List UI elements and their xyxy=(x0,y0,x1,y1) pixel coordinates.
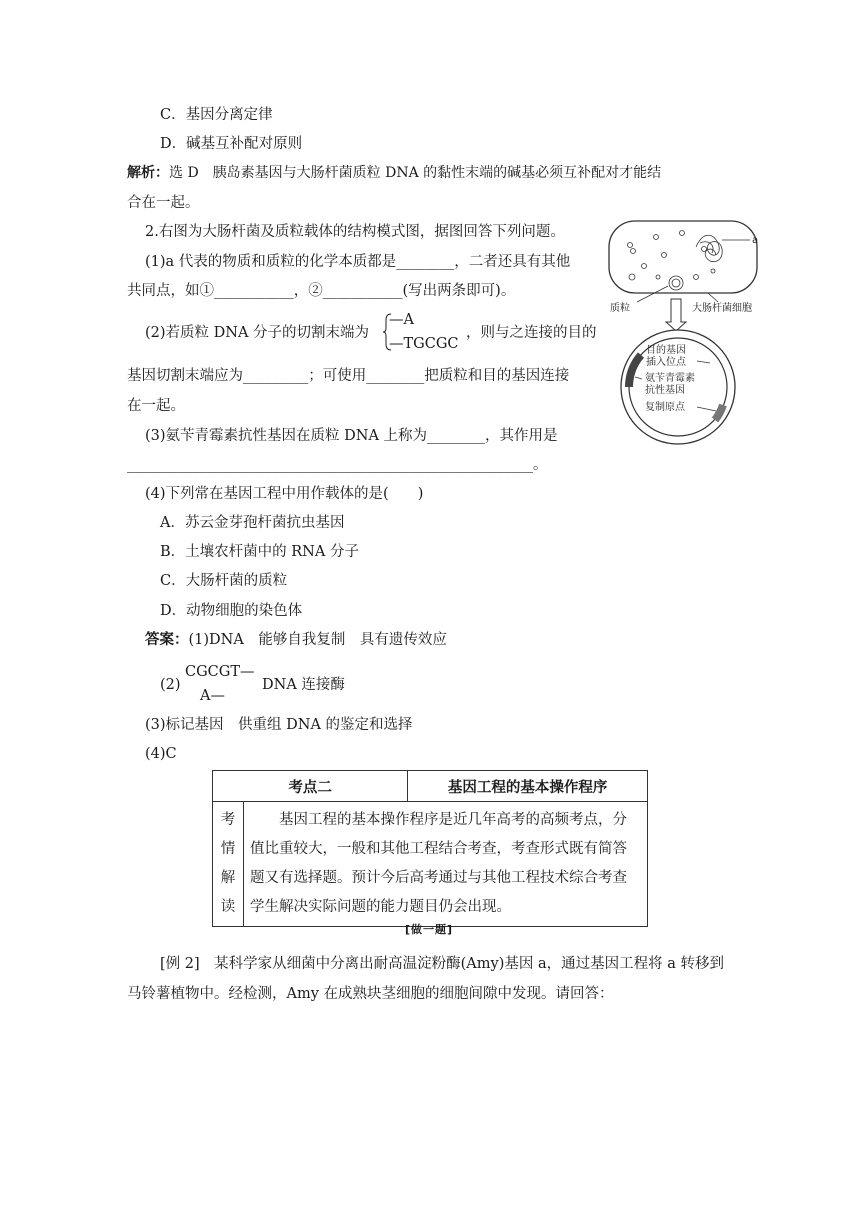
kaodian-title: 考点二 xyxy=(213,771,408,802)
kaodian-text: 基因工程的基本操作程序是近几年高考的高频考点，分值比重较大，一般和其他工程结合考查，考查形式既有简答题又有选择题。预计今后高考通过与其他工程技术综合考查学生解决实际问题的能力题目仍会出现。 xyxy=(250,812,627,915)
answer-2-ligase: DNA 连接酶 xyxy=(262,677,345,693)
kaodian-description xyxy=(244,802,648,927)
enlarge-arrow xyxy=(666,299,686,331)
kaodian-table xyxy=(212,770,648,927)
ecoli-plasmid-figure xyxy=(608,219,768,449)
sticky-end-bottom: —TGCGC xyxy=(389,336,459,352)
q2-option-c: C．大肠杆菌的质粒 xyxy=(160,573,288,589)
kaodian-topic: 基因工程的基本操作程序 xyxy=(408,771,648,802)
label-ori: 复制原点 xyxy=(645,402,685,413)
answer-label: 答案： xyxy=(145,631,189,648)
answer-3: (3)标记基因 供重组 DNA 的鉴定和选择 xyxy=(145,717,413,733)
q2-option-b: B．土壤农杆菌中的 RNA 分子 xyxy=(160,544,359,560)
example2-line2: 马铃薯植物中。经检测，Amy 在成熟块茎细胞的细胞间隙中发现。请回答： xyxy=(127,986,614,1002)
answer-4: (4)C xyxy=(145,746,177,762)
q2-part3-line1: (3)氨苄青霉素抗性基因在质粒 DNA 上称为________，其作用是 xyxy=(145,428,558,444)
cell-pointer xyxy=(708,293,718,302)
q2-part4: (4)下列常在基因工程中用作载体的是( ) xyxy=(145,486,424,502)
q2-part2-line1: (2)若质粒 DNA 分子的切割末端为 xyxy=(145,325,370,341)
side-char: 情 xyxy=(220,841,236,857)
q2-option-d: D．动物细胞的染色体 xyxy=(160,603,303,619)
q2-part2-line3: 在一起。 xyxy=(127,398,185,414)
q2-option-a: A．苏云金芽孢杆菌抗虫基因 xyxy=(160,515,345,531)
side-char: 读 xyxy=(220,899,236,915)
label-ecoli: 大肠杆菌细胞 xyxy=(692,303,752,314)
q2-part1-line2: 共同点，如①___________，②___________(写出两条即可)。 xyxy=(127,283,516,299)
kaodian-side-label xyxy=(213,802,244,927)
label-site-1: 目的基因 xyxy=(646,345,686,356)
label-a: a xyxy=(752,235,759,246)
label-amp-1: 氨苄青霉素 xyxy=(645,373,695,384)
q2-part3-line2: ________________________________________________________。 xyxy=(127,457,548,473)
q2-part2-post: ，则与之连接的目的 xyxy=(466,325,597,341)
answer-2-number: (2) xyxy=(160,677,181,693)
question-2-intro: 2.右图为大肠杆菌及质粒载体的结构模式图，据图回答下列问题。 xyxy=(145,224,565,240)
option-d: D．碱基互补配对原则 xyxy=(160,136,303,152)
option-c: C．基因分离定律 xyxy=(160,107,273,123)
label-amp-2: 抗性基因 xyxy=(645,385,685,396)
example2-line1: [例 2] 某科学家从细菌中分离出耐高温淀粉酶(Amy)基因 a，通过基因工程将 a 转移到 xyxy=(160,956,724,972)
analysis-line-2: 合在一起。 xyxy=(127,195,200,211)
label-plasmid: 质粒 xyxy=(610,303,630,314)
section-title: [做一题] xyxy=(405,923,454,936)
q2-part2-line2: 基因切割末端应为_________；可使用________把质粒和目的基因连接 xyxy=(127,368,570,384)
analysis-text: 选 D 胰岛素基因与大肠杆菌质粒 DNA 的黏性末端的碱基必须互补配对才能结 xyxy=(169,165,662,181)
q2-part1-line1: (1)a 代表的物质和质粒的化学本质都是________，二者还具有其他 xyxy=(145,254,571,270)
side-char: 考 xyxy=(220,812,236,828)
answer-2-bottom: A— xyxy=(200,688,225,704)
answer-line-1 xyxy=(145,630,447,650)
analysis-label: 解析： xyxy=(127,165,169,181)
answer-2-top: CGCGT— xyxy=(185,664,255,680)
analysis-line-1 xyxy=(127,163,661,183)
sticky-end-top: —A xyxy=(389,312,414,328)
answer-1: (1)DNA 能够自我复制 具有遗传效应 xyxy=(188,632,447,648)
side-char: 解 xyxy=(220,870,236,886)
label-site-2: 插入位点 xyxy=(646,357,686,368)
